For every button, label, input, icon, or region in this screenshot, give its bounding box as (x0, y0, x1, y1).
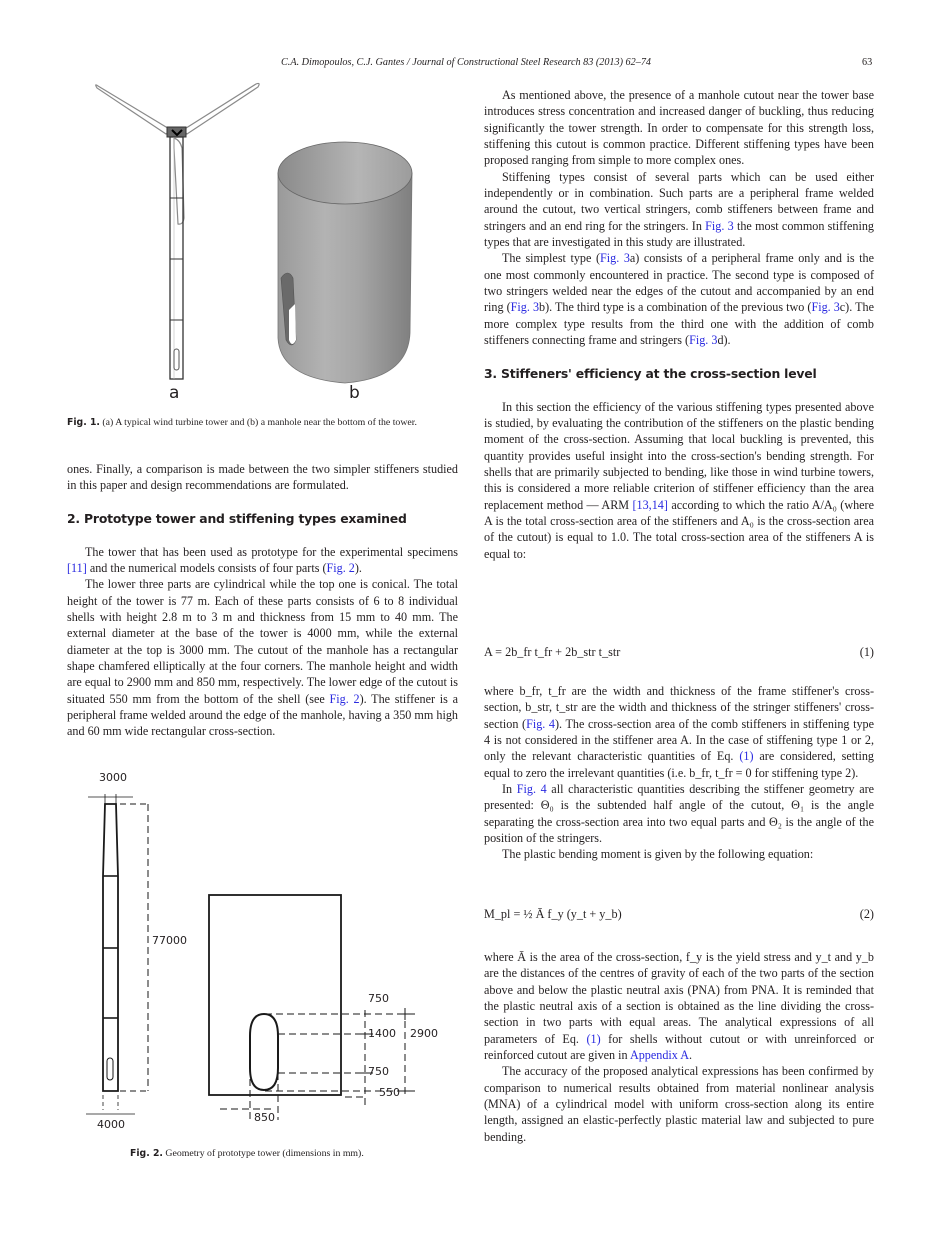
dim-lower-radius: 750 (368, 1065, 389, 1078)
running-head (0, 57, 925, 73)
paragraph: The simplest type (Fig. 3a) consists of a peripheral frame only and is the one most commonly encountered in practice. The second type is composed of two stringers welded near the edges of the cutout and accompanied by an end ring (Fig. 3b). The third type is a combination of the previous two (Fig. 3c). The more complex type results from the third one with the addition of comb stiffeners connecting frame and stringers (Fig. 3d). (484, 251, 874, 348)
figure-link[interactable]: Fig. 3 (600, 251, 630, 266)
equation-number: (1) (859, 645, 874, 659)
figure-link[interactable]: Fig. 3 (689, 333, 718, 348)
figure-link[interactable]: Fig. 2 (329, 691, 360, 706)
dim-straight: 1400 (368, 1027, 396, 1040)
dim-bottom-offset: 550 (379, 1086, 400, 1099)
equation-2 (484, 907, 874, 922)
equation-body: M_pl = ½ Ā f_y (y_t + y_b) (484, 907, 622, 921)
equation-number: (2) (859, 907, 874, 921)
figure-2 (80, 768, 460, 1138)
left-column (67, 461, 458, 740)
caption-text: (a) A typical wind turbine tower and (b) a manhole near the bottom of the tower. (99, 417, 417, 428)
paragraph: As mentioned above, the presence of a manhole cutout near the tower base introduces stress concentration and increased danger of buckling, thus reducing significantly the tower strength. In order to compensate for this strength loss, stiffening this cutout is common practice. Different stiffening types have been proposed ranging from simple to more complex ones. (484, 88, 874, 168)
panel-b-label: b (349, 383, 360, 403)
dim-top-diameter: 3000 (99, 771, 127, 784)
caption-text: Geometry of prototype tower (dimensions in mm). (162, 1148, 364, 1159)
figure-2-caption (130, 1147, 430, 1160)
dim-upper-radius: 750 (368, 992, 389, 1005)
journal-citation: C.A. Dimopoulos, C.J. Gantes / Journal of Constructional Steel Research 83 (2013) 62–74 (281, 57, 652, 68)
caption-label: Fig. 1. (67, 417, 100, 428)
wind-turbine-drawing (70, 78, 470, 408)
figure-link[interactable]: Fig. 3 (705, 218, 734, 233)
paragraph: The accuracy of the proposed analytical expressions has been confirmed by comparison to numerical results obtained from material nonlinear analysis (MNA) of a cylindrical model with uniform cross-section along its entire length, assigned an elastic-perfectly plastic material law and subjected to pure bending. (484, 1064, 874, 1144)
paragraph: where b_fr, t_fr are the width and thickness of the frame stiffener's cross-section, b_str, t_str are the width and thickness of the stringer stiffeners' cross-section (Fig. 4). The cross-section area of the comb stiffeners in stiffening type 4 is not considered in the stiffener area A. In the case of stiffening type 1 or 2, only the relevant characteristic quantities of Eq. (1) are considered, setting equal to zero the irrelevant quantities (i.e. b_fr, t_fr = 0 for stiffening type 2). (484, 684, 875, 780)
citation-link[interactable]: [13,14] (632, 497, 668, 512)
equation-1 (484, 645, 874, 660)
caption-label: Fig. 2. (130, 1148, 163, 1159)
section-2-heading: 2. Prototype tower and stiffening types examined (67, 510, 407, 526)
figure-1-caption (67, 416, 467, 429)
tower-geometry-drawing (80, 768, 460, 1138)
paragraph: The tower that has been used as prototype for the experimental specimens [11] and the numerical models consists of four parts (Fig. 2). (67, 544, 458, 576)
figure-link[interactable]: Fig. 3 (811, 300, 840, 315)
equation-link[interactable]: (1) (586, 1031, 601, 1046)
equation-link[interactable]: (1) (739, 749, 754, 764)
paragraph: In Fig. 4 all characteristic quantities describing the stiffener geometry are presented: Θ₀ is the subtended half angle of the cutout, Θ₁ is the angle separating the cross-section area into two equal parts and Θ₂ is the angle of the position of the stringers. (484, 782, 875, 846)
figure-link[interactable]: Fig. 2 (326, 561, 355, 576)
appendix-link[interactable]: Appendix A (629, 1048, 689, 1063)
paragraph: Stiffening types consist of several parts which can be used either independently or in combination. Such parts are a peripheral frame welded around the cutout, two vertical stringers, comb stiffeners between frame and stringers and an end ring for the stringers. In Fig. 3 the most common stiffening types that are investigated in this study are illustrated. (484, 169, 874, 250)
paragraph: where Ā is the area of the cross-section, f_y is the yield stress and y_t and y_b are the distances of the centres of gravity of each of the two parts of the section above and below the plastic neutral axis (PNA) from PNA. It is reminded that the plastic neutral axis of a section is obtained as the line dividing the cross-section in two parts with equal areas. The analytical expressions of all parameters of Eq. (1) for shells without cutout or with unreinforced or reinforced cutout are given in Appendix A. (484, 950, 874, 1063)
dim-width: 850 (254, 1111, 275, 1124)
paragraph: The plastic bending moment is given by the following equation: (502, 847, 814, 862)
page-number: 63 (862, 57, 873, 68)
figure-1 (70, 78, 470, 408)
panel-a-label: a (169, 383, 180, 403)
right-column-middle (484, 683, 874, 863)
dim-total-height: 2900 (410, 1027, 438, 1040)
paragraph: In this section the efficiency of the various stiffening types presented above is studied, by evaluating the contribution of the stiffeners on the plastic bending moment of the cross-section. Assuming that local buckling is prevented, this quantity provides useful insight into the cross-section's bending strength. For shells that are primarily subjected to bending, like those in wind turbine towers, this is considered a more reliable criterion of stiffener efficiency than the area replacement method — ARM [13,14] according to which the ratio A/A₀ (where A is the total cross-section area of the stiffeners and A₀ is the cross-section area of the cutout) is equal to 1.0. The total cross-section area of the stiffeners A is equal to: (484, 399, 874, 561)
dim-height: 77000 (152, 934, 187, 947)
equation-body: A = 2b_fr t_fr + 2b_str t_str (484, 645, 621, 659)
section-3-heading: 3. Stiffeners' efficiency at the cross-section level (484, 365, 817, 381)
dim-base-diameter: 4000 (97, 1118, 125, 1131)
right-column-top (484, 87, 874, 562)
paragraph: The lower three parts are cylindrical while the top one is conical. The total height of the tower is 77 m. Each of these parts consists of 6 to 8 individual shells with height 2.8 m to 3 m and thickness from 15 mm to 40 mm. The external diameter at the base of the tower is 4000 mm, while the external diameter at the top is 3000 mm. The cutout of the manhole has a rectangular shape chamfered elliptically at the four corners. The manhole height and width are equal to 2900 mm and 850 mm, respectively. The lower edge of the cutout is situated 550 mm from the bottom of the shell (see Fig. 2). The stiffener is a peripheral frame welded around the edge of the manhole, having a 350 mm high and 60 mm wide rectangular cross-section. (67, 577, 458, 739)
figure-link[interactable]: Fig. 4 (516, 782, 547, 797)
right-column-bottom (484, 949, 874, 1145)
citation-link[interactable]: [11] (67, 561, 87, 576)
figure-link[interactable]: Fig. 3 (510, 300, 540, 315)
figure-link[interactable]: Fig. 4 (526, 716, 555, 731)
paragraph: ones. Finally, a comparison is made between the two simpler stiffeners studied in this paper and design recommendations are formulated. (67, 462, 458, 493)
